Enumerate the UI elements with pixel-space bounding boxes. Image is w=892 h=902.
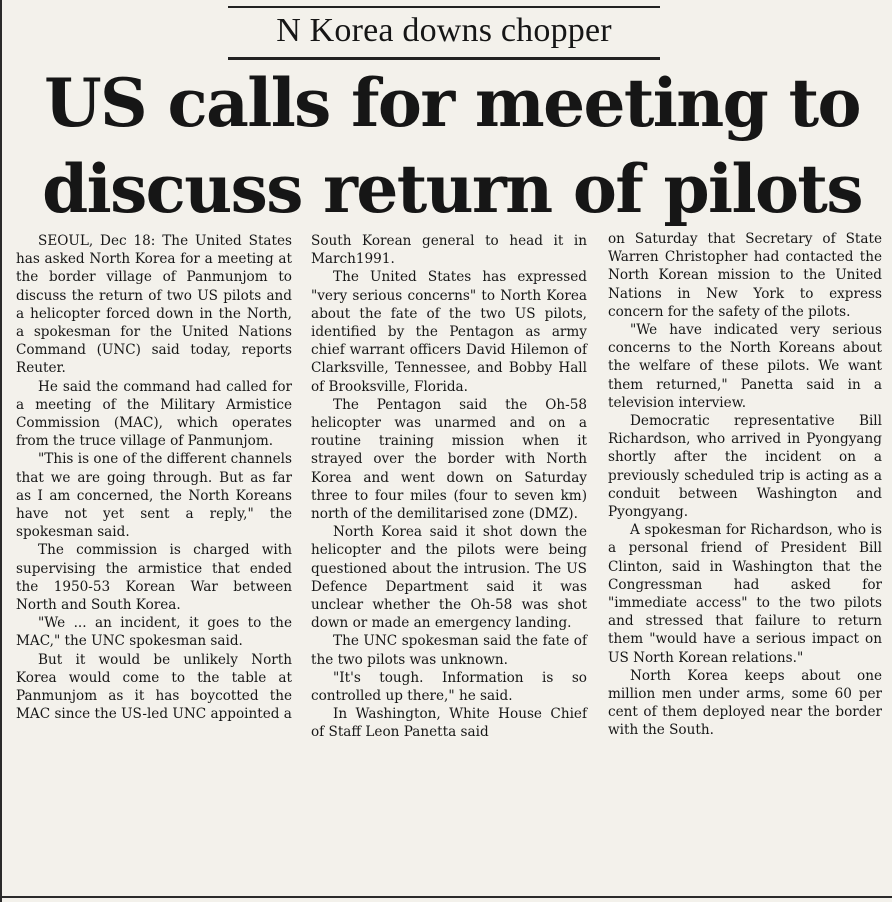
paragraph: The commission is charged with supervising the armistice that ended the 1950-53 Korean War between North and South Korea.	[16, 542, 292, 614]
kicker-headline: N Korea downs chopper	[228, 6, 660, 60]
paragraph: Democratic representative Bill Richardson, who arrived in Pyongyang shortly after the incident on a previously scheduled trip is acting as a conduit between Washington and Pyongyang.	[608, 413, 882, 521]
paragraph: But it would be unlikely North Korea would come to the table at Panmunjom as it has boycotted the MAC since the US-led UNC appointed a	[16, 651, 292, 723]
paragraph: "We have indicated very serious concerns to the North Koreans about the welfare of these pilots. We want them returned," Panetta said in a television interview.	[608, 322, 882, 411]
article-column-2	[311, 232, 587, 742]
paragraph: "This is one of the different channels that we are going through. But as far as I am concerned, the North Koreans have not yet sent a reply," the spokesman said.	[16, 451, 292, 541]
paragraph: The UNC spokesman said the fate of the two pilots was unknown.	[311, 633, 587, 668]
paragraph: North Korea keeps about one million men under arms, some 60 per cent of them deployed near the border with the South.	[608, 667, 882, 739]
bottom-rule	[2, 896, 892, 902]
paragraph: In Washington, White House Chief of Staff Leon Panetta said	[311, 706, 587, 741]
paragraph: South Korean general to head it in March1991.	[311, 233, 587, 268]
headline-line-1: US calls for meeting to	[44, 64, 860, 142]
paragraph: SEOUL, Dec 18: The United States has asked North Korea for a meeting at the border village of Panmunjom to discuss the return of two US pilots and a helicopter forced down in the North, a spokesman for the United Nations Command (UNC) said today, reports Reuter.	[16, 233, 292, 377]
article-body	[16, 232, 888, 892]
article-column-3	[608, 230, 882, 740]
main-headline	[22, 60, 882, 232]
paragraph: A spokesman for Richardson, who is a personal friend of President Bill Clinton, said in Washington that the Congressman had asked for "immediate access" to the two pilots and stressed that failure to return them "would have a serious impact on US North Korean relations."	[608, 522, 882, 666]
paragraph: "It's tough. Information is so controlled up there," he said.	[311, 669, 587, 705]
paragraph: He said the command had called for a meeting of the Military Armistice Commission (MAC), which operates from the truce village of Panmunjom.	[16, 378, 292, 450]
paragraph: North Korea said it shot down the helicopter and the pilots were being questioned about the intrusion. The US Defence Department said it was unclear whether the Oh-58 was shot down or made an emergency landing.	[311, 524, 587, 632]
paragraph: on Saturday that Secretary of State Warren Christopher had contacted the North Korean mission to the United Nations in New York to express concern for the safety of the pilots.	[608, 231, 882, 320]
article-column-1	[16, 232, 292, 723]
paragraph: "We ... an incident, it goes to the MAC," the UNC spokesman said.	[16, 615, 292, 650]
headline-line-2: discuss return of pilots	[42, 150, 862, 228]
paragraph: The United States has expressed "very serious concerns" to North Korea about the fate of the two US pilots, identified by the Pentagon as army chief warrant officers David Hilemon of Clarksville, Tennessee, and Bobby Hall of Brooksville, Florida.	[311, 269, 587, 395]
paragraph: The Pentagon said the Oh-58 helicopter was unarmed and on a routine training mission when it strayed over the border with North Korea and went down on Saturday three to four miles (four to seven km) north of the demilitarised zone (DMZ).	[311, 396, 587, 523]
